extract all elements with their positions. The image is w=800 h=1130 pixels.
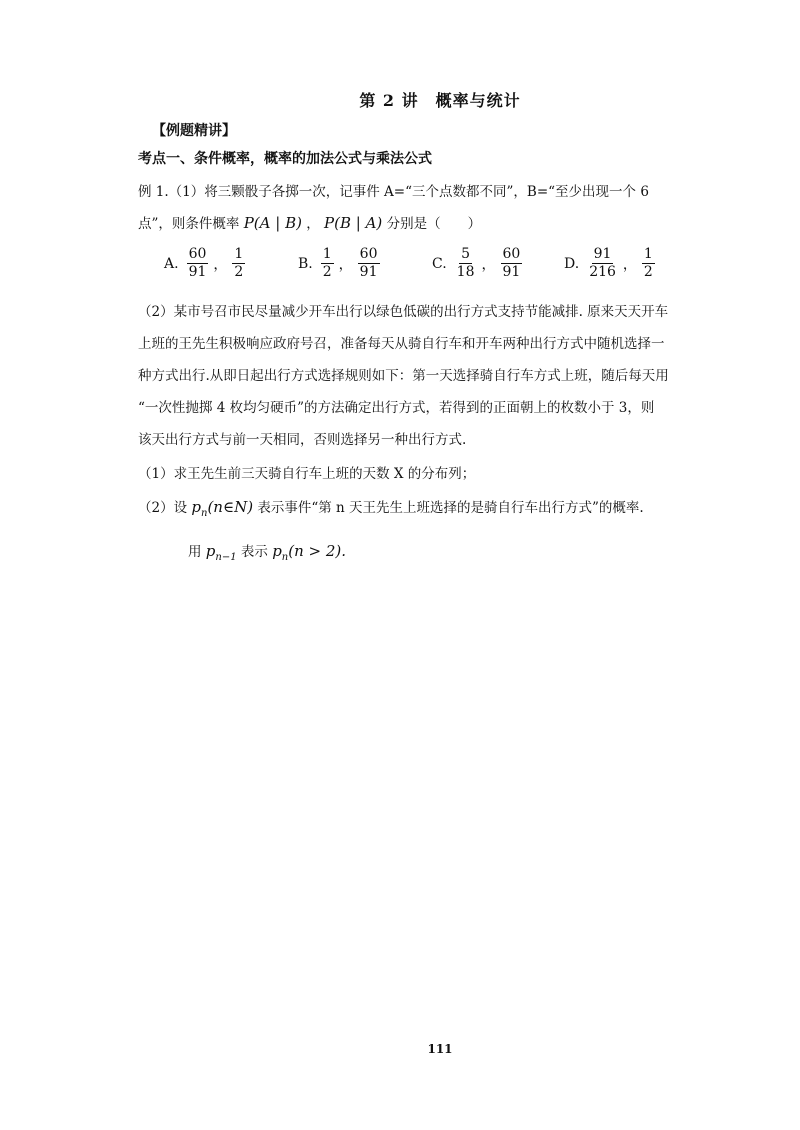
denominator: 2: [322, 264, 332, 280]
conditional-prob-ab: P(A | B): [243, 214, 302, 232]
part-2-line-3: 种方式出行.从即日起出行方式选择规则如下：第一天选择骑自行车方式上班，随后每天用: [138, 368, 669, 384]
part-2-line-1: （2）某市号召市民尽量减少开车出行以绿色低碳的出行方式支持节能减排. 原来天天开车: [138, 304, 669, 320]
fraction: [232, 246, 245, 281]
question-3: [188, 540, 346, 563]
fraction: [358, 246, 380, 281]
numerator: 60: [188, 246, 207, 262]
prob-pn: $p_n(n\in N)$: [191, 498, 254, 519]
numerator: 5: [461, 246, 471, 262]
option-b: B. $\frac{1}{2}$ ， $\frac{60}{91}$: [298, 246, 378, 280]
question-2: [138, 496, 644, 519]
question-1: （1）求王先生前三天骑自行车上班的天数 X 的分布列；: [138, 466, 476, 482]
prob-pn-condition: $p_n(n > 2)$.: [272, 542, 347, 563]
example-1-line-2: [138, 212, 481, 232]
part-2-line-4: “一次性抛掷 4 枚均匀硬币”的方法确定出行方式，若得到的正面朝上的枚数小于 3，则: [138, 400, 655, 416]
fraction: [501, 246, 523, 281]
denominator: 91: [359, 264, 378, 280]
fraction: [321, 246, 334, 281]
numerator: 60: [502, 246, 521, 262]
topic-heading: 考点一、条件概率，概率的加法公式与乘法公式: [138, 151, 432, 167]
numerator: 60: [359, 246, 378, 262]
denominator: 91: [188, 264, 207, 280]
numerator: 91: [593, 246, 612, 262]
denominator: 2: [234, 264, 244, 280]
part-2-line-5: 该天出行方式与前一天相同，否则选择另一种出行方式.: [138, 432, 467, 448]
denominator: 2: [643, 264, 653, 280]
numerator: 1: [322, 246, 332, 262]
option-a: A. $\frac{60}{91}$ ， $\frac{1}{2}$: [164, 246, 244, 280]
fraction: [642, 246, 655, 281]
example-1-line-1: 例 1.（1）将三颗骰子各掷一次，记事件 A=“三个点数都不同”，B=“至少出现一个 6: [138, 184, 649, 200]
text-fragment: 用: [188, 544, 202, 560]
numerator: 1: [643, 246, 653, 262]
section-heading: 【例题精讲】: [152, 123, 236, 139]
option-letter: C.: [432, 255, 447, 272]
denominator: 91: [502, 264, 521, 280]
option-letter: B.: [298, 255, 313, 272]
text-fragment: 表示: [240, 544, 268, 560]
numerator: 1: [234, 246, 244, 262]
prob-pn-minus-1: $p_{n-1}$: [205, 542, 237, 563]
text-fragment: 表示事件“第 n 天王先生上班选择的是骑自行车出行方式”的概率.: [257, 500, 644, 516]
part-2-line-2: 上班的王先生积极响应政府号召，准备每天从骑自行车和开车两种出行方式中随机选择一: [138, 336, 665, 352]
fraction: [455, 246, 477, 281]
text-fragment: 分别是（ ）: [386, 216, 482, 232]
option-d: D. $\frac{91}{216}$ ， $\frac{1}{2}$: [564, 246, 653, 280]
option-letter: A.: [164, 255, 179, 272]
denominator: 216: [589, 264, 616, 280]
option-c: C. $\frac{5}{18}$ ， $\frac{60}{91}$: [432, 246, 521, 280]
text-fragment: （2）设: [138, 500, 188, 516]
fraction: [587, 246, 618, 281]
fraction: [187, 246, 209, 281]
text-fragment: 点”，则条件概率: [138, 216, 240, 232]
conditional-prob-ba: P(B | A): [324, 214, 383, 232]
answer-options: [164, 246, 684, 290]
text-fragment: ，: [306, 216, 320, 232]
option-letter: D.: [564, 255, 580, 272]
denominator: 18: [456, 264, 475, 280]
page-number: 111: [427, 1042, 453, 1056]
page-title: 第 2 讲 概率与统计: [359, 91, 521, 110]
